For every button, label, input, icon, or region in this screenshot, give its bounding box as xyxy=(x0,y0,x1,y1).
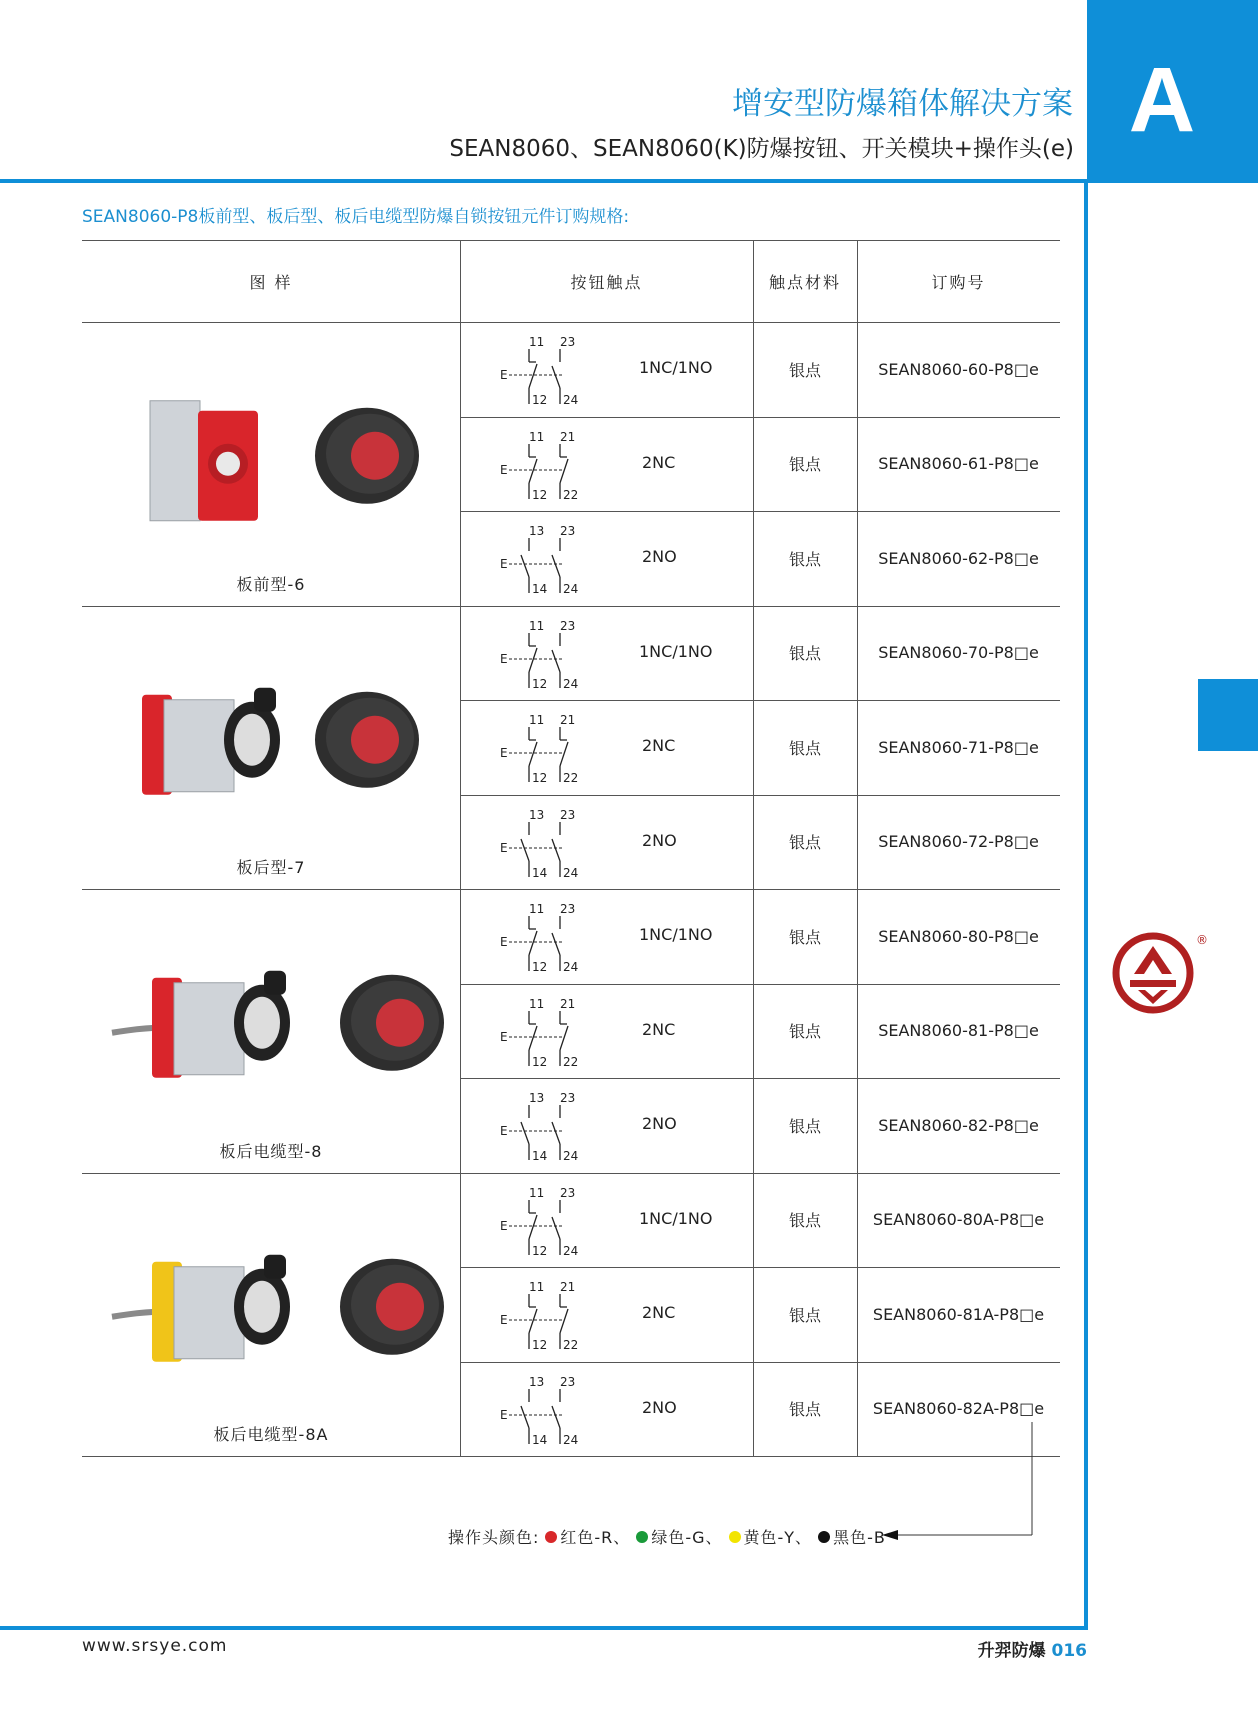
terminal-number: 24 xyxy=(563,676,579,691)
terminal-number: 11 xyxy=(529,618,545,633)
product-illustration xyxy=(82,1173,460,1417)
operator-color-note xyxy=(448,1525,886,1548)
color-option-green: 绿色-G、 xyxy=(651,1528,723,1547)
red-button-icon xyxy=(351,715,399,763)
red-button-icon xyxy=(351,432,399,480)
contact-symbol-icon xyxy=(500,1364,600,1454)
terminal-number: 11 xyxy=(529,996,545,1011)
color-option-red: 红色-R、 xyxy=(560,1528,631,1547)
contact-type-label: 2NC xyxy=(642,736,676,756)
color-note-prefix: 操作头颜色: xyxy=(448,1528,540,1547)
order-number: SEAN8060-81-P8□e xyxy=(878,1021,1039,1041)
contact-material: 银点 xyxy=(788,1022,821,1042)
order-number: SEAN8060-81A-P8□e xyxy=(872,1304,1045,1324)
contact-material: 银点 xyxy=(788,644,821,664)
terminal-number: 23 xyxy=(560,618,576,633)
side-tab xyxy=(1198,679,1258,751)
e-label: E xyxy=(500,746,508,760)
terminal-number: 11 xyxy=(529,335,545,349)
order-number: SEAN8060-82-P8□e xyxy=(878,1115,1039,1135)
terminal-number: 11 xyxy=(529,1280,545,1294)
group-caption: 板后型-7 xyxy=(236,858,306,877)
terminal-number: 24 xyxy=(563,1243,579,1258)
footer-website-link[interactable]: www.srsye.com xyxy=(82,1636,228,1656)
contact-material: 银点 xyxy=(788,927,821,947)
red-button-icon xyxy=(376,999,424,1047)
e-label: E xyxy=(500,651,508,666)
group-caption: 板后电缆型-8A xyxy=(213,1425,329,1444)
terminal-number: 11 xyxy=(529,1185,545,1200)
right-border-line xyxy=(1084,183,1088,1630)
contact-symbol-icon xyxy=(500,1080,600,1170)
red-button-icon xyxy=(376,1282,424,1330)
e-label: E xyxy=(500,557,508,571)
terminal-number: 22 xyxy=(563,1338,579,1352)
order-number: SEAN8060-60-P8□e xyxy=(878,359,1039,379)
red-dot-icon xyxy=(545,1531,557,1543)
terminal-number: 21 xyxy=(560,713,576,727)
order-callout-arrow xyxy=(880,1420,1040,1540)
contact-symbol-icon xyxy=(500,1175,600,1265)
terminal-number: 21 xyxy=(560,429,576,444)
contact-material: 银点 xyxy=(788,549,821,569)
order-number: SEAN8060-70-P8□e xyxy=(878,643,1039,663)
header-contacts: 按钮触点 xyxy=(570,272,643,292)
terminal-number: 14 xyxy=(532,1432,548,1447)
page-subtitle: SEAN8060、SEAN8060(K)防爆按钮、开关模块+操作头(e) xyxy=(449,136,1074,162)
terminal-number: 13 xyxy=(529,1091,545,1105)
col-divider xyxy=(460,240,461,1456)
order-number: SEAN8060-71-P8□e xyxy=(878,737,1039,757)
header-material: 触点材料 xyxy=(768,272,841,292)
page-title: 增安型防爆箱体解决方案 xyxy=(732,86,1073,122)
contact-type-label: 2NO xyxy=(642,830,677,850)
terminal-number: 12 xyxy=(532,1338,548,1352)
contact-symbol-icon xyxy=(500,419,600,509)
terminal-number: 24 xyxy=(563,865,579,880)
e-label: E xyxy=(500,935,508,949)
contact-symbol-icon xyxy=(500,986,600,1076)
terminal-number: 12 xyxy=(532,771,548,785)
contact-symbol-icon xyxy=(500,891,600,981)
contact-symbol-icon xyxy=(500,702,600,792)
order-number: SEAN8060-80-P8□e xyxy=(878,926,1039,946)
terminal-number: 12 xyxy=(532,960,548,974)
terminal-number: 23 xyxy=(560,1185,576,1200)
contact-material: 银点 xyxy=(788,1116,821,1136)
contact-type-label: 2NC xyxy=(642,452,676,472)
switch-module-icon xyxy=(174,1266,244,1358)
contact-material: 银点 xyxy=(788,1305,821,1325)
contact-type-label: 2NC xyxy=(642,1303,676,1323)
header-order-no: 订购号 xyxy=(931,272,986,292)
contact-type-label: 2NO xyxy=(642,1397,677,1417)
terminal-number: 12 xyxy=(532,1243,548,1258)
contact-type-label: 1NC/1NO xyxy=(639,1208,713,1228)
contact-material: 银点 xyxy=(788,738,821,758)
contact-type-label: 1NC/1NO xyxy=(639,641,713,661)
page-number: 016 xyxy=(1051,1641,1087,1661)
table-bottom-border xyxy=(82,1456,857,1457)
terminal-number: 13 xyxy=(529,524,545,538)
e-label: E xyxy=(500,1407,508,1422)
yellow-dot-icon xyxy=(729,1531,741,1543)
terminal-number: 24 xyxy=(563,1149,579,1163)
terminal-number: 11 xyxy=(529,902,545,916)
e-label: E xyxy=(500,1218,508,1233)
e-label: E xyxy=(500,462,508,477)
registered-mark: ® xyxy=(1196,933,1208,947)
table-top-border xyxy=(82,240,1060,241)
contact-type-label: 2NO xyxy=(642,1114,677,1134)
terminal-number: 21 xyxy=(560,996,576,1011)
terminal-number: 11 xyxy=(529,429,545,444)
terminal-number: 11 xyxy=(529,713,545,727)
color-option-yellow: 黄色-Y、 xyxy=(743,1528,813,1547)
green-dot-icon xyxy=(636,1531,648,1543)
terminal-number: 23 xyxy=(560,807,576,822)
terminal-number: 23 xyxy=(560,524,576,538)
terminal-number: 23 xyxy=(560,335,576,349)
footer-brand xyxy=(860,1636,1087,1661)
contact-type-label: 2NO xyxy=(642,547,677,567)
e-label: E xyxy=(500,840,508,855)
footer-divider xyxy=(0,1626,1088,1630)
product-illustration xyxy=(82,889,460,1133)
terminal-number: 14 xyxy=(532,582,548,596)
contact-symbol-icon xyxy=(500,797,600,887)
contact-type-label: 2NC xyxy=(642,1019,676,1039)
terminal-number: 12 xyxy=(532,676,548,691)
e-label: E xyxy=(500,1313,508,1327)
order-number: SEAN8060-72-P8□e xyxy=(878,832,1039,852)
contact-symbol-icon xyxy=(500,1269,600,1359)
category-letter: A xyxy=(1128,49,1196,151)
terminal-number: 24 xyxy=(563,393,579,407)
company-logo-icon xyxy=(1112,932,1194,1014)
terminal-number: 22 xyxy=(563,1054,579,1069)
terminal-number: 22 xyxy=(563,771,579,785)
order-number: SEAN8060-80A-P8□e xyxy=(872,1210,1045,1230)
terminal-number: 12 xyxy=(532,393,548,407)
header-image: 图 样 xyxy=(249,272,293,292)
terminal-number: 23 xyxy=(560,1374,576,1389)
group-caption: 板前型-6 xyxy=(236,574,306,594)
contact-type-label: 1NC/1NO xyxy=(639,925,713,945)
contact-symbol-icon xyxy=(500,513,600,603)
black-dot-icon xyxy=(818,1531,830,1543)
contact-type-label: 1NC/1NO xyxy=(639,358,713,378)
product-illustration xyxy=(82,606,460,850)
terminal-number: 14 xyxy=(532,1149,548,1163)
contact-material: 银点 xyxy=(788,833,821,853)
section-title: SEAN8060-P8板前型、板后型、板后电缆型防爆自锁按钮元件订购规格: xyxy=(82,207,630,227)
e-label: E xyxy=(500,1124,508,1138)
terminal-number: 12 xyxy=(532,487,548,502)
order-number: SEAN8060-62-P8□e xyxy=(878,548,1039,568)
e-label: E xyxy=(500,368,508,382)
terminal-number: 23 xyxy=(560,1091,576,1105)
contact-symbol-icon xyxy=(500,608,600,698)
switch-module-icon xyxy=(164,699,234,791)
terminal-number: 22 xyxy=(563,487,579,502)
contact-material: 银点 xyxy=(788,360,821,380)
order-number: SEAN8060-61-P8□e xyxy=(878,454,1039,474)
footer-brand-name: 升羿防爆 xyxy=(977,1641,1046,1661)
terminal-number: 14 xyxy=(532,865,548,880)
product-illustration xyxy=(82,322,460,566)
contact-material: 银点 xyxy=(788,1400,821,1420)
terminal-number: 24 xyxy=(563,582,579,596)
order-number: SEAN8060-82A-P8□e xyxy=(872,1399,1045,1419)
terminal-number: 21 xyxy=(560,1280,576,1294)
terminal-number: 23 xyxy=(560,902,576,916)
terminal-number: 12 xyxy=(532,1054,548,1069)
contact-material: 银点 xyxy=(788,1211,821,1231)
switch-module-icon xyxy=(174,983,244,1075)
group-caption: 板后电缆型-8 xyxy=(219,1141,323,1161)
terminal-number: 24 xyxy=(563,960,579,974)
color-option-black: 黑色-B xyxy=(833,1528,886,1547)
terminal-number: 13 xyxy=(529,1374,545,1389)
contact-symbol-icon xyxy=(500,324,600,414)
terminal-number: 24 xyxy=(563,1432,579,1447)
contact-material: 银点 xyxy=(788,455,821,475)
header-divider xyxy=(0,179,1087,183)
e-label: E xyxy=(500,1029,508,1044)
terminal-number: 13 xyxy=(529,807,545,822)
